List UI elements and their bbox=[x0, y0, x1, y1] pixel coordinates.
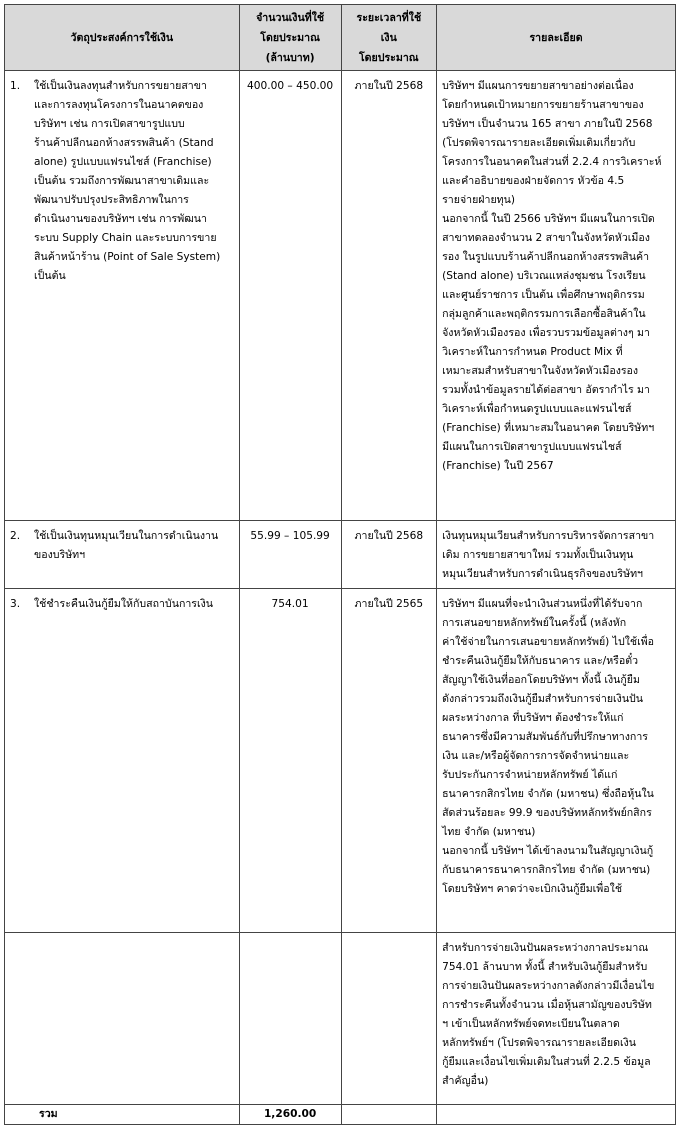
amount-cell: 55.99 – 105.99 bbox=[239, 521, 341, 589]
timeline-cell: ภายในปี 2565 bbox=[341, 589, 437, 933]
total-details-empty bbox=[437, 1105, 676, 1125]
header-details: รายละเอียด bbox=[437, 5, 676, 71]
purpose-cell bbox=[5, 521, 240, 589]
table-header-row bbox=[5, 5, 676, 71]
total-row bbox=[5, 1105, 676, 1125]
header-amount: จำนวนเงินที่ใช้ โดยประมาณ (ล้านบาท) bbox=[239, 5, 341, 71]
purpose-text: ใช้เป็นเงินทุนหมุนเวียนในการดำเนินงาน ของบริษัทฯ bbox=[34, 530, 219, 561]
details-cell: เงินทุนหมุนเวียนสำหรับการบริหารจัดการสาขา เดิม การขยายสาขาใหม่ รวมทั้งเป็นเงินทุน หมุนเวียนสำหรับการดำเนินธุรกิจของบริษัทฯ bbox=[437, 521, 676, 589]
table-row-continuation bbox=[5, 933, 676, 1105]
timeline-cell-empty bbox=[341, 933, 437, 1105]
details-cell: บริษัทฯ มีแผนที่จะนำเงินส่วนหนึ่งที่ได้รับจาก การเสนอขายหลักทรัพย์ในครั้งนี้ (หลังหัก ค่าใช้จ่ายในการเสนอขายหลักทรัพย์) ไปใช้เพื่อ ชำระคืนเงินกู้ยืมให้กับธนาคาร และ/หรือตั๋ว สัญญาใช้เงินที่ออกโดยบริษัทฯ ทั้งนี้ เงินกู้ยืม ดังกล่าวรวมถึงเงินกู้ยืมสำหรับการจ่ายเงินปัน ผลระหว่างกาล ที่บริษัทฯ ต้องชำระให้แก่ ธนาคารซึ่งมีความสัมพันธ์กับที่ปรึกษาทางการ เงิน และ/หรือผู้จัดการการจัดจำหน่ายและ รับประกันการจำหน่ายหลักทรัพย์ ได้แก่ ธนาคารกสิกรไทย จำกัด (มหาชน) ซึ่งถือหุ้นใน สัดส่วนร้อยละ 99.9 ของบริษัทหลักทรัพย์กสิกร ไทย จำกัด (มหาชน) นอกจากนี้ บริษัทฯ ได้เข้าลงนามในสัญญาเงินกู้ กับธนาคารธนาคารกสิกรไทย จำกัด (มหาชน) โดยบริษัทฯ คาดว่าจะเบิกเงินกู้ยืมเพื่อใช้ bbox=[437, 589, 676, 933]
total-amount: 1,260.00 bbox=[239, 1105, 341, 1125]
use-of-proceeds-document bbox=[4, 4, 676, 1127]
row-number: 2. bbox=[10, 530, 21, 542]
purpose-cell-empty bbox=[5, 933, 240, 1105]
purpose-cell bbox=[5, 71, 240, 521]
use-of-proceeds-table bbox=[4, 4, 676, 1125]
timeline-cell: ภายในปี 2568 bbox=[341, 71, 437, 521]
details-cell: บริษัทฯ มีแผนการขยายสาขาอย่างต่อเนื่อง โดยกำหนดเป้าหมายการขยายร้านสาขาของ บริษัทฯ เป็นจำนวน 165 สาขา ภายในปี 2568 (โปรดพิจารณารายละเอียดเพิ่มเติมเกี่ยวกับ โครงการในอนาคตในส่วนที่ 2.2.4 การวิเคราะห์ และคำอธิบายของฝ่ายจัดการ หัวข้อ 4.5 รายจ่ายฝ่ายทุน) นอกจากนี้ ในปี 2566 บริษัทฯ มีแผนในการเปิด สาขาทดลองจำนวน 2 สาขาในจังหวัดหัวเมือง รอง ในรูปแบบร้านค้าปลีกนอกห้างสรรพสินค้า (Stand alone) บริเวณแหล่งชุมชน โรงเรียน และศูนย์ราชการ เป็นต้น เพื่อศึกษาพฤติกรรม กลุ่มลูกค้าและพฤติกรรมการเลือกซื้อสินค้าใน จังหวัดหัวเมืองรอง เพื่อรวบรวมข้อมูลต่างๆ มา วิเคราะห์ในการกำหนด Product Mix ที่ เหมาะสมสำหรับสาขาในจังหวัดหัวเมืองรอง รวมทั้งนำข้อมูลรายได้ต่อสาขา อัตรากำไร มา วิเคราะห์เพื่อกำหนดรูปแบบและแฟรนไชส์ (Franchise) ที่เหมาะสมในอนาคต โดยบริษัทฯ มีแผนในการเปิดสาขารูปแบบแฟรนไชส์ (Franchise) ในปี 2567 bbox=[437, 71, 676, 521]
amount-cell: 754.01 bbox=[239, 589, 341, 933]
purpose-text: ใช้เป็นเงินลงทุนสำหรับการขยายสาขา และการลงทุนโครงการในอนาคตของ บริษัทฯ เช่น การเปิดสาขารูปแบบ ร้านค้าปลีกนอกห้างสรรพสินค้า (Stand alone) รูปแบบแฟรนไชส์ (Franchise) เป็นต้น รวมถึงการพัฒนาสาขาเดิมและ พัฒนาปรับปรุงประสิทธิภาพในการ ดำเนินงานของบริษัทฯ เช่น การพัฒนา ระบบ Supply Chain และระบบการขาย สินค้าหน้าร้าน (Point of Sale System) เป็นต้น bbox=[34, 80, 221, 282]
amount-cell-empty bbox=[239, 933, 341, 1105]
total-label: รวม bbox=[5, 1105, 240, 1125]
purpose-cell bbox=[5, 589, 240, 933]
row-number: 3. bbox=[10, 598, 21, 610]
header-purpose: วัตถุประสงค์การใช้เงิน bbox=[5, 5, 240, 71]
table-row bbox=[5, 521, 676, 589]
table-row bbox=[5, 71, 676, 521]
row-number: 1. bbox=[10, 80, 21, 92]
header-timeline: ระยะเวลาที่ใช้ เงิน โดยประมาณ bbox=[341, 5, 437, 71]
details-cell-continuation: สำหรับการจ่ายเงินปันผลระหว่างกาลประมาณ 754.01 ล้านบาท ทั้งนี้ สำหรับเงินกู้ยืมสำหรับ การจ่ายเงินปันผลระหว่างกาลดังกล่าวมีเงื่อนไข การชำระคืนทั้งจำนวน เมื่อหุ้นสามัญของบริษัท ฯ เข้าเป็นหลักทรัพย์จดทะเบียนในตลาด หลักทรัพย์ฯ (โปรดพิจารณารายละเอียดเงิน กู้ยืมและเงื่อนไขเพิ่มเติมในส่วนที่ 2.2.5 ข้อมูล สำคัญอื่น) bbox=[437, 933, 676, 1105]
table-row bbox=[5, 589, 676, 933]
purpose-text: ใช้ชำระคืนเงินกู้ยืมให้กับสถาบันการเงิน bbox=[34, 598, 214, 610]
total-timeline-empty bbox=[341, 1105, 437, 1125]
amount-cell: 400.00 – 450.00 bbox=[239, 71, 341, 521]
timeline-cell: ภายในปี 2568 bbox=[341, 521, 437, 589]
